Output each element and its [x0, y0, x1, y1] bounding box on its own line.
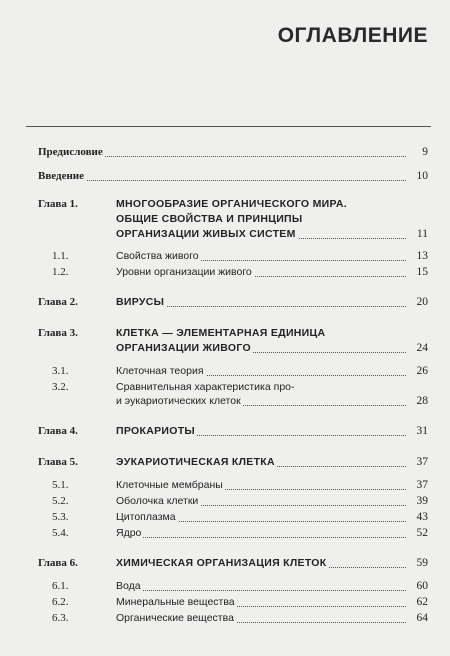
toc-section-6-2[interactable] — [0, 594, 450, 610]
toc-entry-intro[interactable] — [0, 168, 450, 184]
section-number: 5.3. — [52, 511, 69, 523]
section-title: Свойства живого — [116, 250, 199, 262]
toc-page-number: 43 — [416, 511, 428, 523]
toc-section-3-1[interactable] — [0, 363, 450, 379]
chapter-number: Глава 3. — [38, 327, 78, 339]
section-number: 5.4. — [52, 527, 69, 539]
section-title: Клеточные мембраны — [116, 479, 223, 491]
section-title: Клеточная теория — [116, 365, 204, 377]
section-title: Вода — [116, 580, 141, 592]
chapter-title-line: ОБЩИЕ СВОЙСТВА И ПРИНЦИПЫ — [116, 213, 303, 225]
chapter-number: Глава 4. — [38, 425, 78, 437]
toc-page-number: 39 — [416, 495, 428, 507]
toc-section-1-2[interactable] — [0, 264, 450, 280]
toc-page-number: 60 — [416, 580, 428, 592]
chapter-number: Глава 6. — [38, 557, 78, 569]
toc-page-number: 59 — [416, 557, 428, 569]
section-title-line: и эукариотических клеток — [116, 395, 241, 407]
toc-section-5-1[interactable] — [0, 477, 450, 493]
section-title: Органические вещества — [116, 612, 234, 624]
toc-section-6-1[interactable] — [0, 578, 450, 594]
chapter-title-line: ОРГАНИЗАЦИИ ЖИВОГО — [116, 342, 251, 354]
toc-page-number: 52 — [416, 527, 428, 539]
toc-chapter-1[interactable] — [0, 196, 450, 212]
chapter-title-line: ПРОКАРИОТЫ — [116, 425, 195, 437]
chapter-title-line: МНОГООБРАЗИЕ ОРГАНИЧЕСКОГО МИРА. — [116, 198, 347, 210]
toc-page-number: 62 — [416, 596, 428, 608]
toc-page-number: 11 — [416, 228, 428, 240]
chapter-number: Глава 5. — [38, 456, 78, 468]
toc-entry-label: Предисловие — [38, 146, 103, 158]
chapter-title-line: КЛЕТКА — ЭЛЕМЕНТАРНАЯ ЕДИНИЦА — [116, 327, 326, 339]
section-number: 3.2. — [52, 381, 69, 393]
toc-chapter-3-line-2 — [0, 340, 450, 356]
chapter-number: Глава 2. — [38, 296, 78, 308]
section-number: 1.2. — [52, 266, 69, 278]
toc-section-5-2[interactable] — [0, 493, 450, 509]
toc-page-number: 37 — [416, 479, 428, 491]
section-number: 6.1. — [52, 580, 69, 592]
toc-chapter-3[interactable] — [0, 325, 450, 341]
chapter-title-line: ХИМИЧЕСКАЯ ОРГАНИЗАЦИЯ КЛЕТОК — [116, 557, 327, 569]
toc-page-number: 20 — [416, 296, 428, 308]
chapter-title-line: ВИРУСЫ — [116, 296, 165, 308]
toc-page-number: 26 — [416, 365, 428, 377]
section-number: 6.2. — [52, 596, 69, 608]
section-number: 3.1. — [52, 365, 69, 377]
toc-section-5-3[interactable] — [0, 509, 450, 525]
section-number: 1.1. — [52, 250, 69, 262]
toc-section-6-3[interactable] — [0, 610, 450, 626]
section-title-line: Сравнительная характеристика про- — [116, 381, 295, 393]
toc-page-number: 15 — [416, 266, 428, 278]
toc-section-3-2-line-2 — [0, 393, 450, 409]
section-title: Уровни организации живого — [116, 266, 252, 278]
toc-chapter-6[interactable] — [0, 555, 450, 571]
toc-chapter-1-line-3 — [0, 226, 450, 242]
toc-section-5-4[interactable] — [0, 525, 450, 541]
section-number: 6.3. — [52, 612, 69, 624]
toc-entry-label: Введение — [38, 170, 85, 182]
chapter-title-line: ОРГАНИЗАЦИИ ЖИВЫХ СИСТЕМ — [116, 228, 296, 240]
section-number: 5.1. — [52, 479, 69, 491]
toc-page-number: 37 — [416, 456, 428, 468]
toc-entry-preface[interactable] — [0, 144, 450, 160]
toc-chapter-4[interactable] — [0, 423, 450, 439]
toc-page-number: 24 — [416, 342, 428, 354]
section-title: Минеральные вещества — [116, 596, 235, 608]
toc-page-number: 64 — [416, 612, 428, 624]
toc-page-number: 13 — [416, 250, 428, 262]
toc-section-1-1[interactable] — [0, 248, 450, 264]
toc-chapter-1-line-2 — [0, 211, 450, 227]
section-title: Цитоплазма — [116, 511, 176, 523]
toc-page-number: 10 — [416, 170, 428, 182]
page-title: ОГЛАВЛЕНИЕ — [277, 24, 428, 47]
chapter-title-line: ЭУКАРИОТИЧЕСКАЯ КЛЕТКА — [116, 456, 275, 468]
toc-chapter-5[interactable] — [0, 454, 450, 470]
section-title: Оболочка клетки — [116, 495, 199, 507]
section-number: 5.2. — [52, 495, 69, 507]
toc-page-number: 31 — [416, 425, 428, 437]
toc-chapter-2[interactable] — [0, 294, 450, 310]
chapter-number: Глава 1. — [38, 198, 78, 210]
toc-page-number: 28 — [416, 395, 428, 407]
section-title: Ядро — [116, 527, 142, 539]
toc-page-number: 9 — [422, 146, 428, 158]
